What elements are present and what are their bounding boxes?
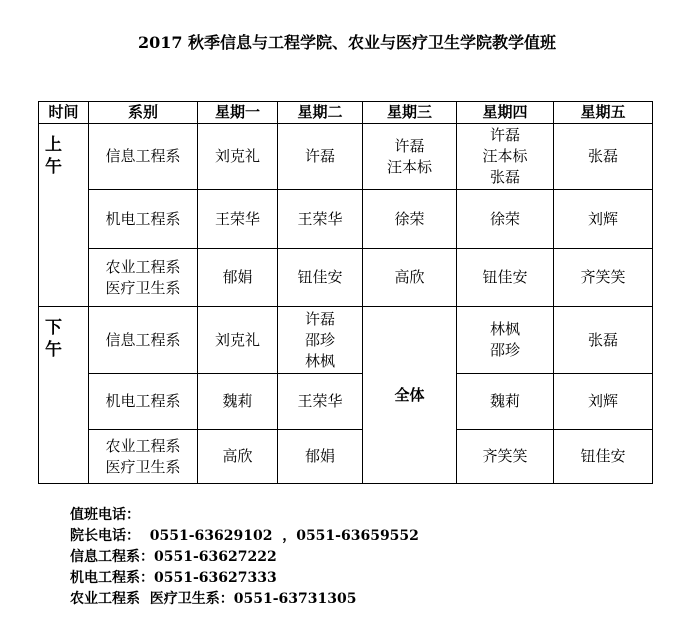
cell-text: 刘辉 bbox=[587, 209, 618, 228]
cell-text: 王荣华 bbox=[297, 392, 343, 410]
duty-mon bbox=[198, 430, 278, 484]
duty-wed bbox=[363, 190, 457, 249]
cell-text: 信息工程系 bbox=[105, 147, 181, 165]
cell-text: 农业工程系 bbox=[105, 436, 181, 455]
duty-mon bbox=[198, 190, 278, 249]
cell-text: 张磊 bbox=[587, 330, 618, 349]
cell-text: 许磊 bbox=[394, 136, 425, 155]
header-row bbox=[39, 102, 653, 124]
cell-text: 高欣 bbox=[222, 447, 253, 465]
dept-cell bbox=[89, 124, 198, 190]
cell-text: 钮佳安 bbox=[297, 268, 343, 286]
duty-fri bbox=[554, 307, 653, 374]
phone-line: 院长电话： 0551-63629102 ，0551-63659552 bbox=[70, 528, 419, 544]
duty-schedule-table bbox=[38, 101, 653, 484]
duty-mon bbox=[198, 307, 278, 374]
cell-text: 下 bbox=[45, 318, 62, 338]
duty-tue bbox=[278, 249, 363, 307]
cell-text: 刘克礼 bbox=[214, 147, 260, 165]
cell-text: 郁娟 bbox=[222, 268, 253, 286]
duty-tue bbox=[278, 374, 363, 430]
cell-text: 汪本标 bbox=[482, 147, 528, 165]
duty-mon bbox=[198, 374, 278, 430]
cell-text: 王荣华 bbox=[297, 209, 343, 228]
cell-text: 林枫 bbox=[489, 320, 520, 338]
dept-cell bbox=[89, 190, 198, 249]
cell-text: 高欣 bbox=[394, 268, 425, 286]
duty-fri bbox=[554, 190, 653, 249]
cell-text: 张磊 bbox=[489, 168, 520, 186]
cell-text: 刘克礼 bbox=[214, 330, 260, 349]
header-tue: 星期二 bbox=[278, 102, 363, 124]
cell-text: 许磊 bbox=[304, 309, 335, 328]
header-thu: 星期四 bbox=[457, 102, 554, 124]
phone-line: 机电工程系：0551-63627333 bbox=[70, 570, 277, 586]
cell-text: 许磊 bbox=[304, 147, 335, 165]
duty-mon bbox=[198, 249, 278, 307]
duty-thu bbox=[457, 249, 554, 307]
cell-text: 魏莉 bbox=[489, 392, 520, 410]
duty-phone-list bbox=[70, 505, 419, 610]
cell-text: 徐荣 bbox=[394, 209, 425, 228]
duty-thu bbox=[457, 430, 554, 484]
cell-text: 王荣华 bbox=[214, 209, 260, 228]
dept-cell bbox=[89, 430, 198, 484]
cell-text: 钮佳安 bbox=[580, 447, 626, 465]
footer-heading: 值班电话： bbox=[70, 507, 140, 523]
duty-thu bbox=[457, 307, 554, 374]
duty-tue bbox=[278, 190, 363, 249]
table-row bbox=[39, 430, 653, 484]
header-fri: 星期五 bbox=[554, 102, 653, 124]
header-mon: 星期一 bbox=[198, 102, 278, 124]
cell-text: 机电工程系 bbox=[105, 392, 181, 410]
duty-mon bbox=[198, 124, 278, 190]
table-row bbox=[39, 307, 653, 374]
cell-text: 邵珍 bbox=[489, 341, 520, 359]
cell-text: 郁娟 bbox=[304, 447, 335, 465]
cell-text: 齐笑笑 bbox=[580, 268, 626, 286]
cell-text: 张磊 bbox=[587, 147, 618, 165]
duty-wed bbox=[363, 124, 457, 190]
cell-text: 午 bbox=[45, 157, 62, 177]
phone-line: 农业工程系 医疗卫生系：0551-63731305 bbox=[70, 591, 357, 607]
header-dept: 系别 bbox=[89, 102, 198, 124]
cell-text: 林枫 bbox=[304, 351, 335, 370]
table-row bbox=[39, 190, 653, 249]
cell-text: 机电工程系 bbox=[105, 209, 181, 228]
duty-fri bbox=[554, 124, 653, 190]
dept-cell bbox=[89, 307, 198, 374]
cell-text: 汪本标 bbox=[386, 157, 432, 176]
cell-text: 魏莉 bbox=[222, 392, 253, 410]
cell-text: 农业工程系 bbox=[105, 257, 181, 276]
cell-text: 医疗卫生系 bbox=[105, 278, 181, 297]
duty-fri bbox=[554, 374, 653, 430]
cell-text: 钮佳安 bbox=[482, 268, 528, 286]
cell-text: 午 bbox=[45, 340, 62, 360]
duty-wed-all bbox=[363, 307, 457, 484]
phone-line: 信息工程系：0551-63627222 bbox=[70, 549, 277, 565]
time-am bbox=[39, 124, 89, 307]
duty-thu bbox=[457, 190, 554, 249]
time-pm bbox=[39, 307, 89, 484]
cell-text: 邵珍 bbox=[304, 330, 335, 349]
duty-fri bbox=[554, 249, 653, 307]
cell-text: 全体 bbox=[394, 385, 425, 404]
cell-text: 刘辉 bbox=[587, 392, 618, 410]
header-time: 时间 bbox=[39, 102, 89, 124]
dept-cell bbox=[89, 374, 198, 430]
table-row bbox=[39, 249, 653, 307]
table-row bbox=[39, 374, 653, 430]
cell-text: 齐笑笑 bbox=[482, 447, 528, 465]
dept-cell bbox=[89, 249, 198, 307]
cell-text: 徐荣 bbox=[489, 209, 520, 228]
duty-thu bbox=[457, 124, 554, 190]
cell-text: 上 bbox=[45, 135, 62, 155]
cell-text: 医疗卫生系 bbox=[105, 457, 181, 476]
duty-tue bbox=[278, 124, 363, 190]
table-row bbox=[39, 124, 653, 190]
duty-tue bbox=[278, 430, 363, 484]
cell-text: 许磊 bbox=[489, 126, 520, 144]
duty-thu bbox=[457, 374, 554, 430]
duty-fri bbox=[554, 430, 653, 484]
page-title: 2017 秋季信息与工程学院、农业与医疗卫生学院教学值班 bbox=[137, 33, 557, 52]
duty-tue bbox=[278, 307, 363, 374]
header-wed: 星期三 bbox=[363, 102, 457, 124]
cell-text: 信息工程系 bbox=[105, 330, 181, 349]
duty-wed bbox=[363, 249, 457, 307]
